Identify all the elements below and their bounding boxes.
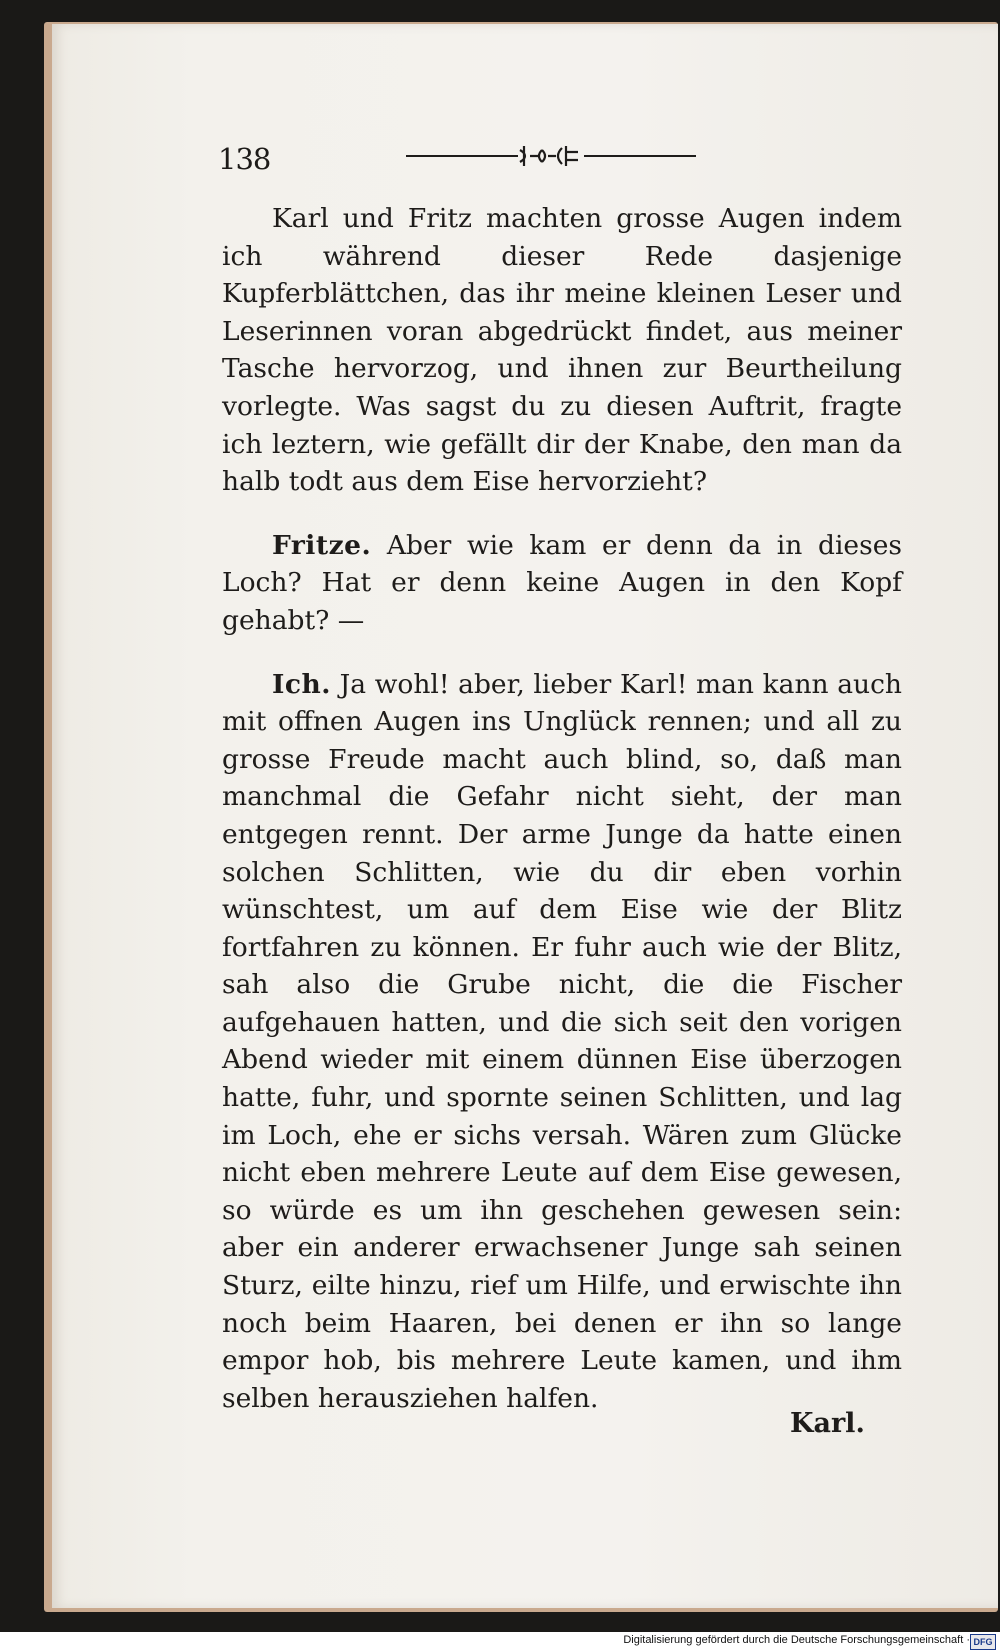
paragraph-text: Aber wie kam er denn da in dieses Loch? Hat er denn keine Augen in den Kopf gehabt? — — [222, 529, 902, 636]
page-number: 138 — [218, 142, 271, 176]
dfg-logo-icon: DFG — [970, 1634, 996, 1650]
scroll-ornament-icon — [406, 142, 696, 174]
page-header — [218, 138, 908, 188]
paragraph-text: Ja wohl! aber, lieber Karl! man kann auch mit offnen Augen ins Unglück rennen; und all zu grosse Freude macht auch blind, so, daß man manchmal die Gefahr nicht sieht, der man entgegen rennt. Der arme Junge da hatte einen solchen Schlitten, wie du dir eben vorhin wünschtest, um auf dem Eise wie der Blitz fortfahren zu können. Er fuhr auch wie der Blitz, sah also die Grube nicht, die die Fischer aufgehauen hatten, und die sich seit den vorigen Abend wieder mit einem dünnen Eise überzogen hatte, fuhr, und spornte seinen Schlitten, und lag im Loch, ehe er sichs versah. Wären zum Glücke nicht eben mehrere Leute auf dem Eise gewesen, so würde es um ihn geschehen gewesen sein: aber ein anderer erwachsener Junge sah seinen Sturz, eilte hinzu, rief um Hilfe, und erwischte ihn noch beim Haaren, bei denen er ihn so lange empor hob, bis mehrere Leute kamen, und ihm selben herausziehen halfen. — [222, 668, 902, 1414]
paragraph — [222, 527, 902, 640]
catchword: Karl. — [790, 1408, 865, 1439]
paragraph — [222, 666, 902, 1418]
paragraph-text: Karl und Fritz machten grosse Augen indem ich während dieser Rede dasjenige Kupferblättchen, das ihr meine kleinen Leser und Leserinnen voran abgedrückt findet, aus meiner Tasche hervorzog, und ihnen zur Beurtheilung vorlegte. Was sagst du zu diesen Auftrit, fragte ich leztern, wie gefällt dir der Knabe, den man da halb todt aus dem Eise hervorzieht? — [222, 203, 902, 498]
footer-credit: Digitalisierung gefördert durch die Deutsche Forschungsgemeinschaft · — [623, 1634, 970, 1646]
speaker-name: Fritze. — [272, 529, 372, 561]
paragraph — [222, 200, 902, 501]
speaker-name: Ich. — [272, 668, 332, 700]
body-text — [222, 200, 902, 1443]
